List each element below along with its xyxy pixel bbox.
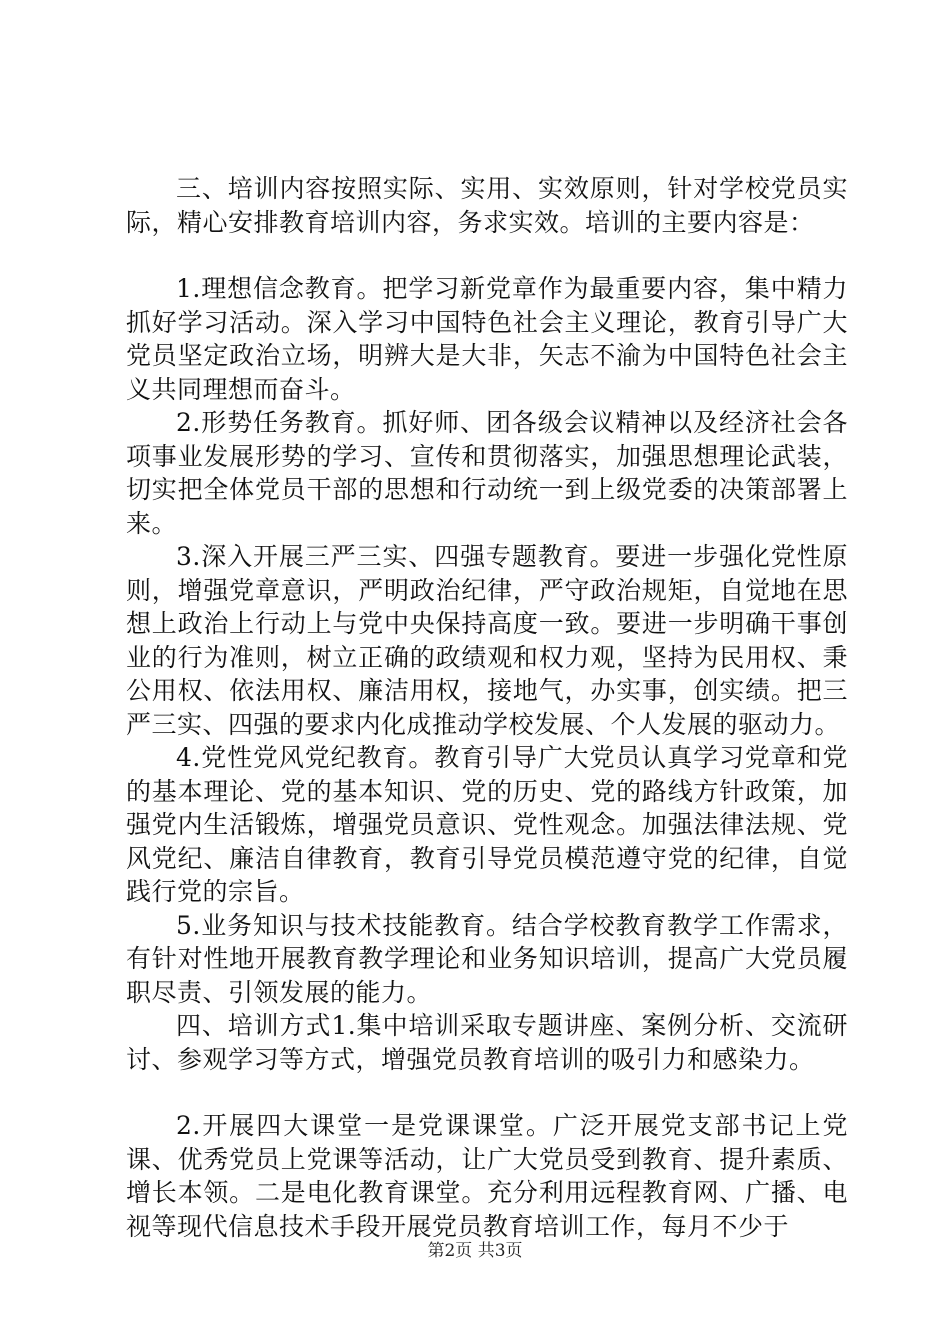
paragraph-item-4: 4.党性党风党纪教育。教育引导广大党员认真学习党章和党的基本理论、党的基本知识、党的历史、党的路线方针政策，加强党内生活锻炼，增强党员意识、党性观念。加强法律法规、党风党纪、廉洁自律教育，教育引导党员模范遵守党的纪律，自觉践行党的宗旨。 (126, 743, 848, 906)
page-number-footer: 第2页 共3页 (427, 1241, 523, 1261)
paragraph-section-3-intro: 三、培训内容按照实际、实用、实效原则，针对学校党员实际，精心安排教育培训内容，务求实效。培训的主要内容是： (126, 174, 848, 237)
paragraph-four-classrooms: 2.开展四大课堂一是党课课堂。广泛开展党支部书记上党课、优秀党员上党课等活动，让广大党员受到教育、提升素质、增长本领。二是电化教育课堂。充分利用远程教育网、广播、电视等现代信息技术手段开展党员教育培训工作，每月不少于 (126, 1111, 848, 1241)
paragraph-item-2: 2.形势任务教育。抓好师、团各级会议精神以及经济社会各项事业发展形势的学习、宣传和贯彻落实，加强思想理论武装，切实把全体党员干部的思想和行动统一到上级党委的决策部署上来。 (126, 408, 848, 538)
paragraph-item-5: 5.业务知识与技术技能教育。结合学校教育教学工作需求，有针对性地开展教育教学理论和业务知识培训，提高广大党员履职尽责、引领发展的能力。 (126, 910, 848, 1007)
paragraph-item-3: 3.深入开展三严三实、四强专题教育。要进一步强化党性原则，增强党章意识，严明政治纪律，严守政治规矩，自觉地在思想上政治上行动上与党中央保持高度一致。要进一步明确干事创业的行为准则，树立正确的政绩观和权力观，坚持为民用权、秉公用权、依法用权、廉洁用权，接地气，办实事，创实绩。把三严三实、四强的要求内化成推动学校发展、个人发展的驱动力。 (126, 542, 848, 739)
paragraph-item-1: 1.理想信念教育。把学习新党章作为最重要内容，集中精力抓好学习活动。深入学习中国特色社会主义理论，教育引导广大党员坚定政治立场，明辨大是大非，矢志不渝为中国特色社会主义共同理想而奋斗。 (126, 274, 848, 404)
document-body (126, 172, 848, 1243)
paragraph-section-4: 四、培训方式1.集中培训采取专题讲座、案例分析、交流研讨、参观学习等方式，增强党员教育培训的吸引力和感染力。 (126, 1011, 848, 1074)
